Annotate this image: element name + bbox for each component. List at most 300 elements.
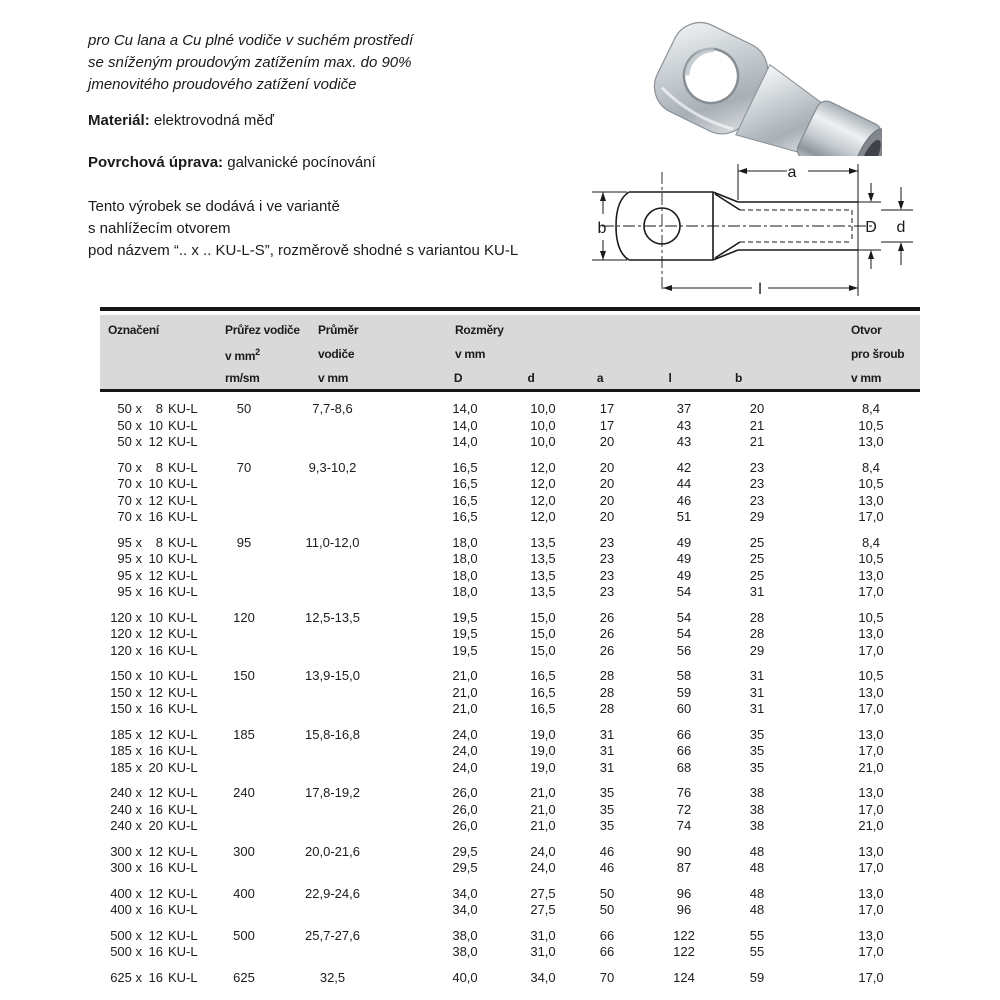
cell-conductor-diameter: [288, 551, 425, 568]
cell-screw-hole: 13,0: [858, 434, 884, 449]
cell-l: 96: [676, 902, 692, 917]
cell-designation: 240 x 20 KU-L: [110, 818, 198, 833]
cell-b: 25: [749, 534, 765, 550]
cell-conductor-diameter: 22,9-24,6: [305, 885, 360, 901]
cell-l: 43: [676, 417, 692, 433]
cell-screw-hole: 13,0: [858, 567, 884, 583]
cell-l: 90: [676, 843, 692, 859]
cell-screw-hole: 21,0: [858, 759, 884, 775]
cell-d: 13,5: [530, 534, 556, 550]
cell-b: 25: [749, 567, 765, 583]
table-row: [100, 418, 920, 435]
intro-line: pro Cu lana a Cu plné vodiče v suchém prostředí: [88, 32, 414, 49]
cell-a: 46: [599, 860, 615, 875]
cell-conductor-diameter: [288, 418, 425, 435]
group-gap: [100, 718, 920, 727]
cell-l: 56: [676, 642, 692, 658]
cell-designation: 50 x 10 KU-L: [117, 417, 198, 433]
table-body: [100, 391, 920, 987]
table-row: [100, 818, 920, 835]
table-row: [100, 944, 920, 961]
cell-D: 18,0: [452, 534, 478, 550]
header-rm-sm: rm/sm: [200, 367, 288, 391]
cell-a: 23: [599, 551, 615, 566]
cell-cross-section: [200, 760, 288, 777]
intro-paragraph: [88, 30, 413, 96]
cell-d: 15,0: [530, 626, 556, 641]
header-dimensions: Rozměry: [425, 315, 779, 341]
cell-D: 19,5: [452, 609, 478, 625]
variant-note: [88, 196, 518, 262]
cell-a: 35: [599, 801, 615, 817]
product-photo: [632, 4, 882, 156]
cell-d: 15,0: [530, 609, 556, 625]
cell-b: 21: [749, 417, 765, 433]
header-diameter-unit: v mm: [288, 367, 425, 391]
cell-b: 48: [749, 885, 765, 901]
table-row: [100, 685, 920, 702]
spec-table: [100, 307, 920, 986]
cell-b: 48: [749, 843, 765, 859]
cell-cross-section: [200, 701, 288, 718]
cell-d: 21,0: [530, 785, 556, 800]
cell-designation: 185 x 16 KU-L: [110, 743, 198, 758]
cell-conductor-diameter: [288, 643, 425, 660]
cell-l: 66: [676, 743, 692, 758]
cell-D: 18,0: [452, 567, 478, 583]
cell-l: 76: [676, 785, 692, 800]
table-row: [100, 743, 920, 760]
cell-D: 21,0: [452, 701, 478, 716]
cell-a: 17: [599, 417, 615, 433]
cell-screw-hole: 13,0: [858, 785, 884, 800]
intro-line: se sníženým proudovým zatížením max. do 90%: [88, 54, 412, 71]
cell-conductor-diameter: 13,9-15,0: [305, 668, 360, 683]
cell-screw-hole: 21,0: [858, 818, 884, 833]
material-line: [88, 112, 274, 129]
cell-screw-hole: 13,0: [858, 492, 884, 508]
table-row: [100, 551, 920, 568]
cell-l: 49: [676, 551, 692, 566]
cell-cross-section: 50: [236, 401, 252, 416]
cell-D: 16,5: [452, 509, 478, 524]
cell-d: 19,0: [530, 759, 556, 775]
header-col-l: l: [633, 367, 735, 391]
cell-D: 14,0: [452, 434, 478, 449]
surface-line: [88, 154, 376, 171]
cell-D: 26,0: [452, 801, 478, 817]
cell-cross-section: 625: [233, 969, 255, 985]
header-conductor-diameter: Průměr: [288, 315, 425, 341]
cell-designation: 400 x 12 KU-L: [110, 885, 198, 901]
cell-D: 29,5: [452, 860, 478, 875]
group-gap: [100, 776, 920, 785]
cell-d: 12,0: [530, 509, 556, 524]
cell-designation: 70 x 16 KU-L: [117, 509, 198, 524]
cell-b: 29: [749, 642, 765, 658]
cell-b: 55: [749, 927, 765, 943]
cell-a: 31: [599, 759, 615, 775]
cell-cross-section: 185: [233, 726, 255, 742]
cell-b: 23: [749, 476, 765, 491]
cell-cross-section: [200, 568, 288, 585]
cell-screw-hole: 13,0: [858, 927, 884, 943]
cell-D: 26,0: [452, 785, 478, 800]
variant-line: s nahlížecím otvorem: [88, 220, 231, 237]
header-col-b: b: [735, 367, 779, 391]
cell-screw-hole: 13,0: [858, 684, 884, 700]
group-gap: [100, 601, 920, 610]
cell-d: 31,0: [530, 944, 556, 959]
header-empty-cell: [100, 367, 200, 391]
cell-screw-hole: 17,0: [858, 902, 884, 917]
cell-D: 19,5: [452, 626, 478, 641]
cell-conductor-diameter: 17,8-19,2: [305, 785, 360, 800]
cell-screw-hole: 17,0: [858, 701, 884, 716]
cell-designation: 240 x 12 KU-L: [110, 785, 198, 800]
cell-conductor-diameter: 32,5: [319, 969, 346, 985]
cell-l: 122: [673, 927, 695, 943]
cable-lug-image: [645, 13, 882, 156]
cell-D: 16,5: [452, 476, 478, 491]
centerlines: [602, 172, 876, 290]
table-row: [100, 668, 920, 685]
cell-screw-hole: 17,0: [858, 801, 884, 817]
cell-conductor-diameter: [288, 476, 425, 493]
header-screw-hole: Otvor: [779, 315, 920, 341]
cell-D: 19,5: [452, 642, 478, 658]
table-top-rule: [100, 307, 920, 311]
cell-d: 24,0: [530, 843, 556, 859]
cell-l: 87: [676, 860, 692, 875]
cell-d: 21,0: [530, 801, 556, 817]
cell-D: 24,0: [452, 726, 478, 742]
header-diameter-word: vodiče: [288, 341, 425, 367]
cell-l: 46: [676, 492, 692, 508]
cell-b: 31: [749, 701, 765, 716]
cell-screw-hole: 17,0: [858, 509, 884, 524]
cell-cross-section: [200, 685, 288, 702]
header-designation: Označení: [100, 315, 200, 341]
cell-designation: 95 x 10 KU-L: [117, 551, 198, 566]
cell-cross-section: [200, 818, 288, 835]
header-cross-unit-sup: 2: [255, 347, 260, 357]
cell-b: 48: [749, 860, 765, 875]
cell-designation: 500 x 12 KU-L: [110, 927, 198, 943]
cell-l: 66: [676, 726, 692, 742]
cell-cross-section: [200, 434, 288, 451]
header-col-a: a: [581, 367, 633, 391]
cell-cross-section: 120: [233, 609, 255, 625]
cell-designation: 300 x 12 KU-L: [110, 843, 198, 859]
cell-l: 60: [676, 701, 692, 716]
cell-conductor-diameter: 9,3-10,2: [308, 459, 357, 475]
header-cross-unit-base: v mm: [225, 349, 256, 363]
cell-a: 50: [599, 885, 615, 901]
cell-cross-section: [200, 509, 288, 526]
cell-screw-hole: 13,0: [858, 726, 884, 742]
surface-label: Povrchová úprava:: [88, 154, 224, 171]
cell-D: 34,0: [452, 902, 478, 917]
table-row: [100, 902, 920, 919]
cell-screw-hole: 10,5: [858, 551, 884, 566]
cell-b: 31: [749, 584, 765, 599]
cell-a: 50: [599, 902, 615, 917]
group-gap: [100, 919, 920, 928]
variant-line: Tento výrobek se dodává i ve variantě: [88, 198, 340, 215]
cell-l: 59: [676, 684, 692, 700]
cell-designation: 150 x 12 KU-L: [110, 684, 198, 700]
cell-cross-section: 300: [233, 843, 255, 859]
cell-b: 38: [749, 801, 765, 817]
cell-cross-section: 150: [233, 668, 255, 683]
cell-b: 29: [749, 509, 765, 524]
cell-b: 55: [749, 944, 765, 959]
table-row: [100, 785, 920, 802]
cell-designation: 500 x 16 KU-L: [110, 944, 198, 959]
cell-designation: 120 x 16 KU-L: [110, 642, 198, 658]
cell-d: 31,0: [530, 927, 556, 943]
header-col-D: D: [425, 367, 505, 391]
cell-screw-hole: 10,5: [858, 476, 884, 491]
cell-cross-section: [200, 643, 288, 660]
cell-b: 28: [749, 609, 765, 625]
cell-designation: 185 x 12 KU-L: [110, 726, 198, 742]
cell-screw-hole: 13,0: [858, 626, 884, 641]
group-gap: [100, 835, 920, 844]
cell-D: 16,5: [452, 459, 478, 475]
cell-l: 122: [673, 944, 695, 959]
cell-a: 46: [599, 843, 615, 859]
cell-designation: 70 x 10 KU-L: [117, 476, 198, 491]
cell-designation: 400 x 16 KU-L: [110, 902, 198, 917]
cell-designation: 150 x 10 KU-L: [110, 668, 198, 683]
dimension-table: [100, 315, 920, 986]
cell-screw-hole: 17,0: [858, 969, 884, 985]
dim-label-d: d: [896, 219, 906, 236]
cell-designation: 50 x 8 KU-L: [117, 401, 198, 416]
cell-a: 20: [599, 459, 615, 475]
header-dims-unit: v mm: [425, 341, 779, 367]
cell-D: 29,5: [452, 843, 478, 859]
header-row-3: [100, 367, 920, 391]
cell-a: 28: [599, 701, 615, 716]
cell-d: 19,0: [530, 743, 556, 758]
cell-cross-section: 240: [233, 785, 255, 800]
cell-a: 23: [599, 567, 615, 583]
cell-D: 38,0: [452, 927, 478, 943]
cell-d: 12,0: [530, 492, 556, 508]
cell-a: 66: [599, 944, 615, 959]
cell-l: 51: [676, 509, 692, 524]
cell-b: 20: [749, 401, 765, 416]
cell-l: 96: [676, 885, 692, 901]
header-cross-unit: [200, 341, 288, 367]
group-gap: [100, 451, 920, 460]
cell-designation: 95 x 8 KU-L: [117, 534, 198, 550]
cell-conductor-diameter: [288, 584, 425, 601]
table-row: [100, 701, 920, 718]
cell-cross-section: [200, 902, 288, 919]
cell-screw-hole: 13,0: [858, 885, 884, 901]
cell-l: 74: [676, 818, 692, 833]
cell-d: 13,5: [530, 567, 556, 583]
cell-designation: 185 x 20 KU-L: [110, 759, 198, 775]
dim-label-a: a: [787, 164, 797, 181]
material-label: Materiál:: [88, 112, 150, 129]
cell-screw-hole: 8,4: [861, 401, 881, 416]
cell-conductor-diameter: [288, 509, 425, 526]
table-row: [100, 434, 920, 451]
cell-conductor-diameter: [288, 802, 425, 819]
cell-conductor-diameter: [288, 860, 425, 877]
cell-conductor-diameter: 25,7-27,6: [305, 927, 360, 943]
cell-a: 23: [599, 584, 615, 599]
group-gap: [100, 659, 920, 668]
cell-D: 38,0: [452, 944, 478, 959]
table-row: [100, 760, 920, 777]
table-row: [100, 476, 920, 493]
cell-b: 31: [749, 668, 765, 683]
cell-conductor-diameter: [288, 493, 425, 510]
table-row: [100, 802, 920, 819]
cell-designation: 150 x 16 KU-L: [110, 701, 198, 716]
cell-b: 25: [749, 551, 765, 566]
cell-a: 28: [599, 668, 615, 683]
cell-d: 27,5: [530, 902, 556, 917]
cell-d: 16,5: [530, 701, 556, 716]
dim-label-l: l: [758, 281, 762, 298]
cell-D: 21,0: [452, 668, 478, 683]
cell-screw-hole: 8,4: [861, 534, 881, 550]
cell-b: 35: [749, 759, 765, 775]
cell-a: 66: [599, 927, 615, 943]
cell-l: 124: [673, 969, 695, 985]
cell-a: 20: [599, 509, 615, 524]
cell-a: 20: [599, 492, 615, 508]
cell-D: 34,0: [452, 885, 478, 901]
cell-b: 59: [749, 969, 765, 985]
header-row-1: [100, 315, 920, 341]
cell-conductor-diameter: [288, 760, 425, 777]
cell-designation: 95 x 12 KU-L: [117, 567, 198, 583]
table-row: [100, 727, 920, 744]
cell-a: 23: [599, 534, 615, 550]
cell-d: 24,0: [530, 860, 556, 875]
table-row: [100, 391, 920, 418]
table-row: [100, 584, 920, 601]
cell-d: 10,0: [530, 417, 556, 433]
cell-a: 70: [599, 969, 615, 985]
surface-value: galvanické pocínování: [227, 154, 376, 171]
cell-l: 37: [676, 401, 692, 416]
cell-conductor-diameter: [288, 434, 425, 451]
cell-D: 18,0: [452, 551, 478, 566]
cell-l: 49: [676, 534, 692, 550]
cell-d: 13,5: [530, 551, 556, 566]
cell-d: 21,0: [530, 818, 556, 833]
table-row: [100, 928, 920, 945]
cell-conductor-diameter: [288, 944, 425, 961]
cell-screw-hole: 17,0: [858, 944, 884, 959]
cell-conductor-diameter: [288, 902, 425, 919]
table-row: [100, 970, 920, 987]
cell-conductor-diameter: 12,5-13,5: [305, 609, 360, 625]
cell-cross-section: [200, 743, 288, 760]
cell-designation: 300 x 16 KU-L: [110, 860, 198, 875]
cell-a: 20: [599, 434, 615, 449]
cell-d: 13,5: [530, 584, 556, 599]
cell-D: 26,0: [452, 818, 478, 833]
cell-l: 54: [676, 626, 692, 641]
cell-d: 27,5: [530, 885, 556, 901]
cell-D: 16,5: [452, 492, 478, 508]
table-row: [100, 535, 920, 552]
cell-b: 48: [749, 902, 765, 917]
cell-l: 68: [676, 759, 692, 775]
cell-cross-section: 95: [236, 534, 252, 550]
group-gap: [100, 877, 920, 886]
cell-D: 14,0: [452, 401, 478, 416]
cell-a: 26: [599, 609, 615, 625]
cell-b: 31: [749, 684, 765, 700]
cell-designation: 95 x 16 KU-L: [117, 584, 198, 599]
table-row: [100, 493, 920, 510]
table-row: [100, 643, 920, 660]
cell-conductor-diameter: 7,7-8,6: [312, 401, 353, 416]
cell-screw-hole: 17,0: [858, 642, 884, 658]
group-gap: [100, 961, 920, 970]
cell-cross-section: [200, 860, 288, 877]
cell-designation: 70 x 8 KU-L: [117, 459, 198, 475]
cell-cross-section: [200, 802, 288, 819]
cell-conductor-diameter: [288, 743, 425, 760]
cell-conductor-diameter: [288, 701, 425, 718]
cell-screw-hole: 17,0: [858, 584, 884, 599]
table-row: [100, 610, 920, 627]
cell-d: 15,0: [530, 642, 556, 658]
cell-b: 35: [749, 726, 765, 742]
cell-screw-hole: 10,5: [858, 417, 884, 433]
cell-D: 24,0: [452, 759, 478, 775]
table-row: [100, 568, 920, 585]
cell-a: 28: [599, 684, 615, 700]
cell-conductor-diameter: 20,0-21,6: [305, 843, 360, 859]
cell-b: 38: [749, 785, 765, 800]
variant-line: pod názvem “.. x .. KU-L-S”, rozměrově shodné s variantou KU-L: [88, 242, 519, 259]
cell-screw-hole: 8,4: [861, 459, 881, 475]
cell-conductor-diameter: 11,0-12,0: [305, 534, 360, 550]
cell-d: 12,0: [530, 459, 556, 475]
dim-label-D: D: [865, 219, 877, 236]
cell-a: 17: [599, 401, 615, 416]
cell-b: 28: [749, 626, 765, 641]
cell-conductor-diameter: [288, 685, 425, 702]
cell-l: 42: [676, 459, 692, 475]
cell-d: 19,0: [530, 726, 556, 742]
cell-d: 34,0: [530, 969, 556, 985]
table-row: [100, 460, 920, 477]
cell-l: 54: [676, 609, 692, 625]
cell-b: 35: [749, 743, 765, 758]
cell-d: 10,0: [530, 401, 556, 416]
cell-cross-section: [200, 944, 288, 961]
cell-D: 18,0: [452, 584, 478, 599]
header-hole-unit: v mm: [779, 367, 920, 391]
cell-a: 26: [599, 642, 615, 658]
cell-screw-hole: 13,0: [858, 843, 884, 859]
cell-b: 23: [749, 459, 765, 475]
